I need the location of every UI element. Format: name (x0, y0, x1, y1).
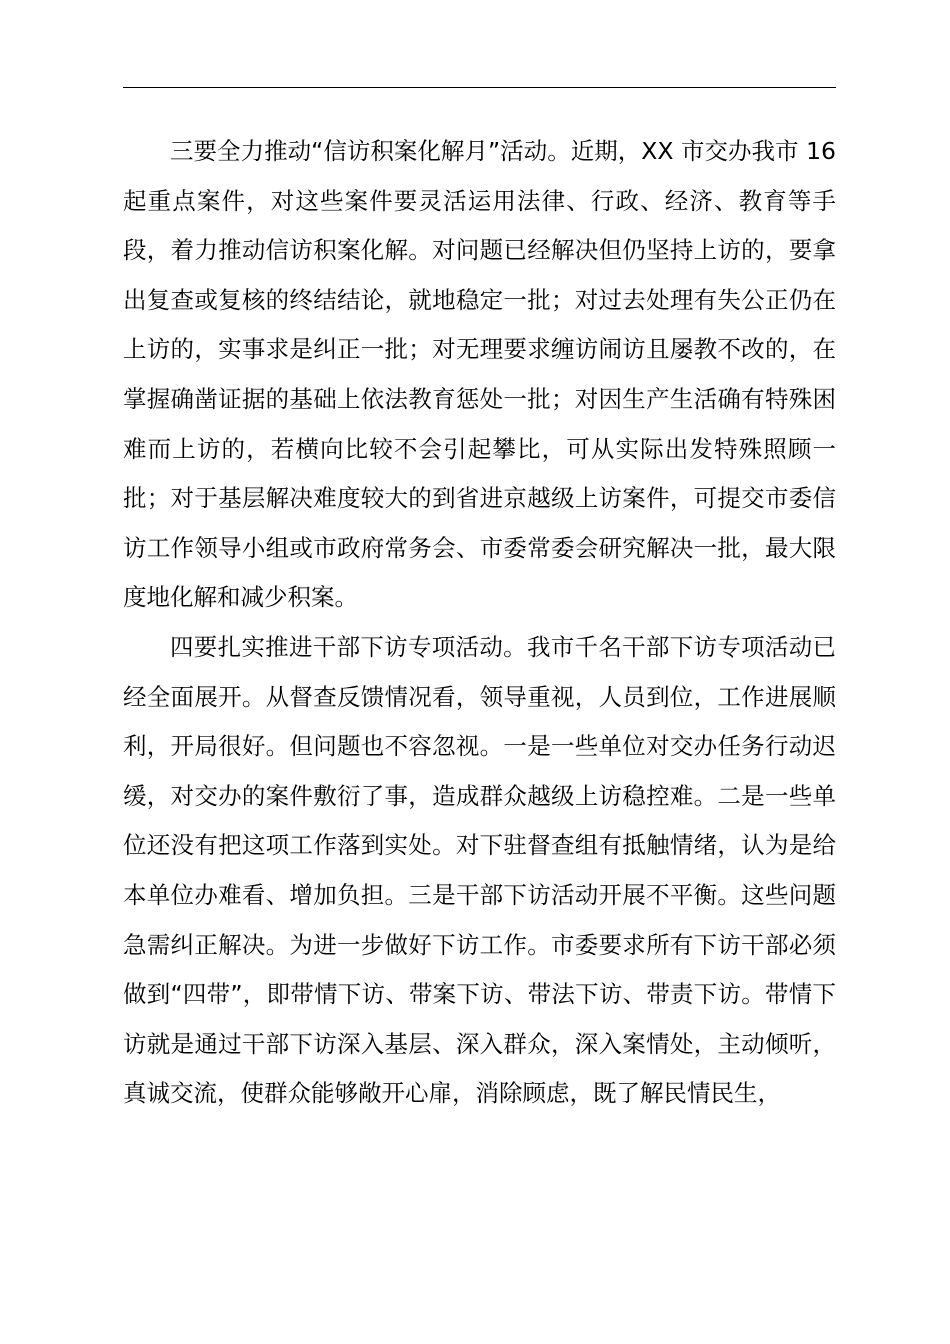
paragraph-item-3: 三要全力推动“信访积案化解月”活动。近期，XX 市交办我市 16 起重点案件，对这些案件要灵活运用法律、行政、经济、教育等手段，着力推动信访积案化解。对问题已经解决但仍坚持上访的，要拿出复查或复核的终结结论，就地稳定一批；对过去处理有失公正仍在上访的，实事求是纠正一批；对无理要求缠访闹访且屡教不改的，在掌握确凿证据的基础上依法教育惩处一批；对因生产生活确有特殊困难而上访的，若横向比较不会引起攀比，可从实际出发特殊照顾一批；对于基层解决难度较大的到省进京越级上访案件，可提交市委信访工作领导小组或市政府常务会、市委常委会研究解决一批，最大限度地化解和减少积案。 (123, 137, 836, 612)
body-text (123, 127, 836, 1119)
paragraph-item-4: 四要扎实推进干部下访专项活动。我市千名干部下访专项活动已经全面展开。从督查反馈情况看，领导重视，人员到位，工作进展顺利，开局很好。但问题也不容忽视。一是一些单位对交办任务行动迟缓，对交办的案件敷衍了事，造成群众越级上访稳控难。二是一些单位还没有把这项工作落到实处。对下驻督查组有抵触情绪，认为是给本单位办难看、增加负担。三是干部下访活动开展不平衡。这些问题急需纠正解决。为进一步做好下访工作。市委要求所有下访干部必须做到“四带”，即带情下访、带案下访、带法下访、带责下访。带情下访就是通过干部下访深入基层、深入群众，深入案情处，主动倾听，真诚交流，使群众能够敞开心扉，消除顾虑，既了解民情民生， (123, 632, 836, 1108)
header-rule (123, 87, 836, 88)
